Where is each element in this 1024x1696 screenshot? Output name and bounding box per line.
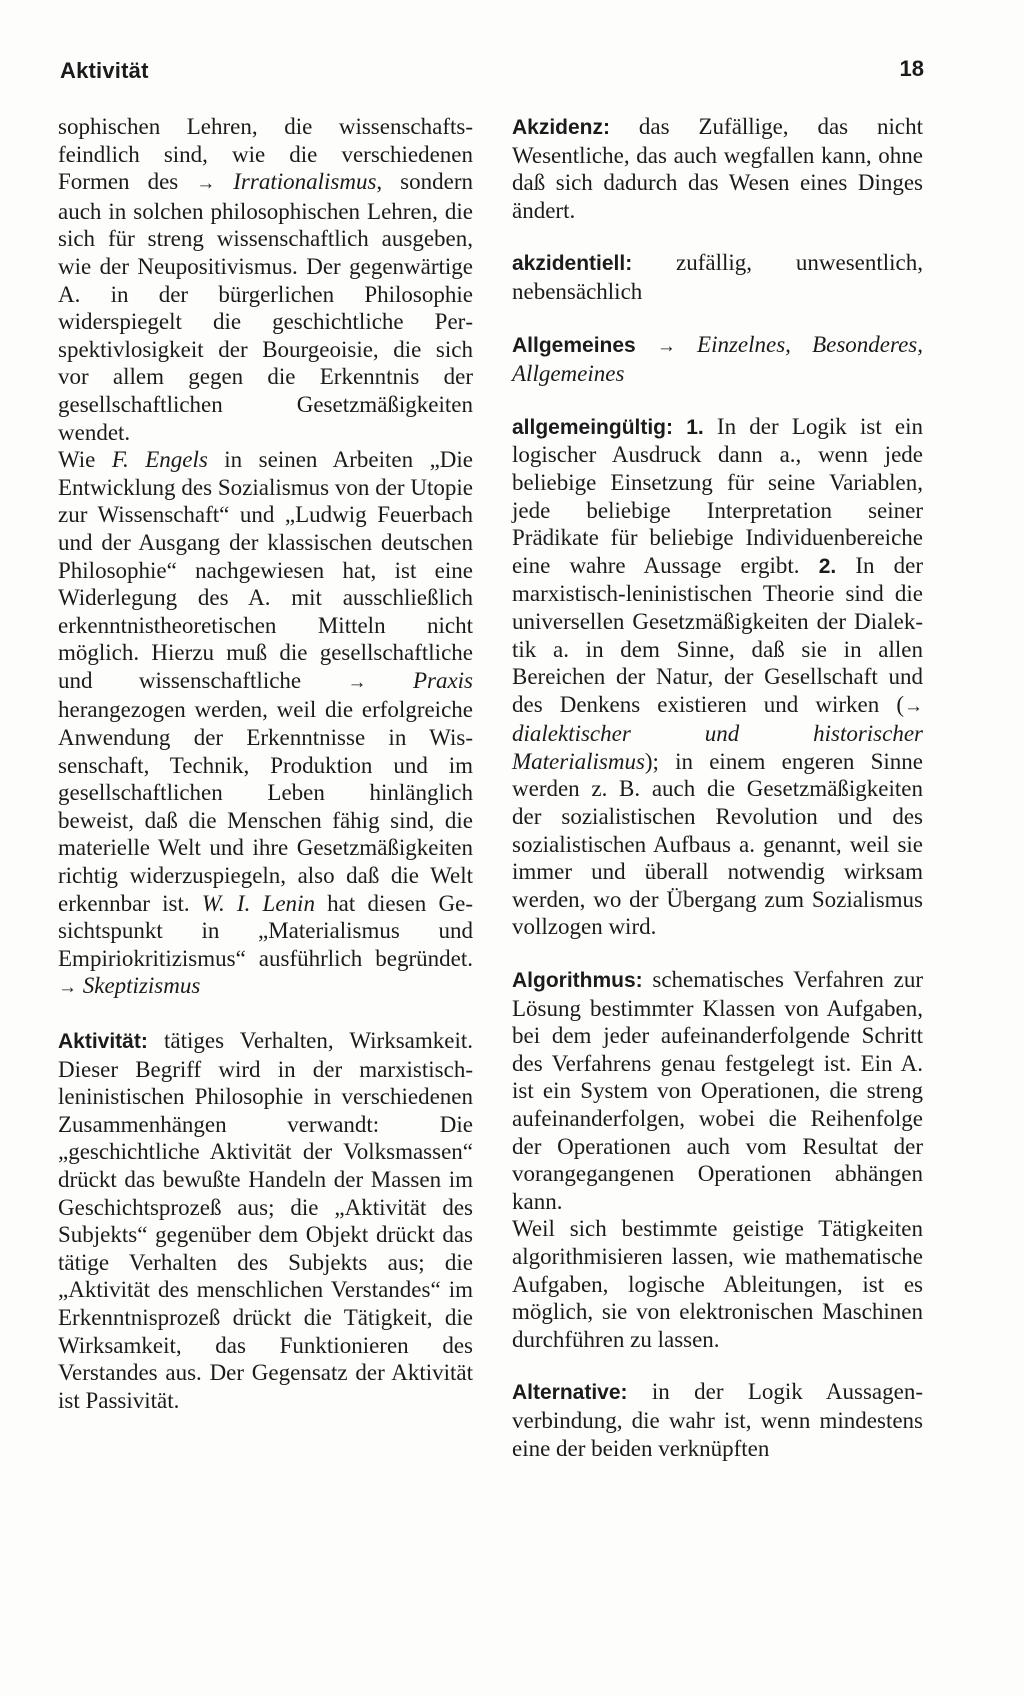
- paragraph-text: Wie: [58, 447, 112, 473]
- entry-akzidentiell: [512, 249, 923, 305]
- entry-term: Alternative:: [512, 1381, 628, 1405]
- paragraph-text: in seinen Arbeiten „Die Entwicklung des Sozialismus von der Utopie zur Wissenschaft“ und „Ludwig Feuerbach und der Ausgang der klassischen deutschen Philosophie“ nachgewiesen hat, ist eine Widerlegung des A. mit ausschließlich erkenntnistheoretischen Mitteln nicht möglich. Hierzu muß die gesellschaftliche und wissenschaftliche: [58, 447, 473, 693]
- entry-term: Allgemeines: [512, 333, 636, 357]
- entry-definition: in der Logik Aussagenverbindung, die wahr ist, wenn mindestens eine der beiden verknüpften: [512, 1379, 923, 1461]
- continuation-paragraph-engels: [58, 446, 473, 1002]
- cross-reference-arrow-icon: →: [58, 977, 77, 999]
- paragraph-text: herangezogen werden, weil die erfolgreiche Anwendung der Erkenntnisse in Wissenschaft, Technik, Produktion und im gesellschaftlichen Leben hinlänglich beweist, daß die Menschen fähig sind, die materielle Welt und ihre Gesetzmäßigkeiten richtig widerzuspiegeln, also daß die Welt erkennbar ist.: [58, 697, 473, 916]
- entry-term: Akzidenz:: [512, 116, 611, 139]
- entry-definition: zufällig, unwesentlich, nebensächlich: [512, 250, 923, 304]
- entry-term: Aktivität:: [58, 1030, 148, 1053]
- entry-definition: In der Logik ist ein logischer Ausdruck dann a., wenn jede beliebige Einsetzung für seine Variablen, jede beliebige Interpretation seiner Prädikate für beliebige Individuenbereiche eine wahre Aussage ergibt.: [512, 413, 924, 578]
- continuation-paragraph: [58, 113, 473, 446]
- paragraph-text: , sondern auch in solchen philosophischen Lehren, die sich für streng wissenschaftlich ausgeben, wie der Neupositivismus. Der gegenwärtige A. in der bürgerlichen Philosophie widerspiegelt die geschichtliche Perspektivlosigkeit der Bourgeoisie, die sich vor allem gegen die Erkenntnis der gesellschaftlichen Gesetzmäßigkeiten wendet.: [58, 169, 473, 445]
- running-head: Aktivität: [60, 58, 149, 83]
- entry-term: akzidentiell:: [512, 252, 633, 276]
- author-name-lenin: W. I. Lenin: [201, 890, 315, 916]
- entry-alternative: [512, 1378, 923, 1462]
- cross-reference-arrow-icon: →: [347, 671, 367, 693]
- entry-definition: In der marxistisch-leninistischen Theorie sind die universellen Gesetzmäßigkeiten der Dialektik a. in dem Sinne, daß sie in allen Bereichen der Natur, der Gesellschaft und des Denkens existieren und wirken (: [512, 552, 924, 717]
- entry-term: Algorithmus:: [512, 969, 643, 993]
- cross-reference-arrow-icon: →: [904, 695, 923, 717]
- entry-definition: ); in einem engeren Sinne werden z. B. auch die Gesetzmäßigkeiten der sozialistischen Revolution und des sozialistischen Aufbaus a. genannt, weil sie immer und überall notwendig wirksam werden, wo der Übergang zum Sozialismus vollzogen wird.: [512, 748, 923, 940]
- right-column: [512, 113, 923, 1487]
- sense-number: 2.: [818, 554, 837, 578]
- entry-term: allgemeingültig:: [512, 415, 674, 439]
- cross-reference-einzelnes[interactable]: Einzelnes, Besonderes, Allgemeines: [512, 331, 924, 387]
- cross-reference-arrow-icon: →: [656, 335, 676, 357]
- entry-definition: das Zufällige, das nicht Wesentliche, das auch wegfallen kann, ohne daß sich dadurch das Wesen eines Dinges ändert.: [512, 114, 923, 223]
- cross-reference-materialismus[interactable]: dialektischer und historischer Materialismus: [512, 721, 923, 774]
- entry-definition: tätiges Verhalten, Wirksamkeit. Dieser Begriff wird in der marxistisch-leninistischen Philosophie in verschiedenen Zusammenhängen verwandt: Die „geschichtliche Aktivität der Volksmassen“ drückt das bewußte Handeln der Massen im Geschichtsprozeß aus; die „Aktivität des Subjekts“ gegenüber dem Objekt drückt das tätige Verhalten des Subjekts aus; die „Aktivität des menschlichen Verstandes“ im Erkenntnisprozeß drückt die Tätigkeit, die Wirksamkeit, das Funktionieren des Verstandes aus. Der Gegensatz der Aktivität ist Passivität.: [58, 1028, 473, 1413]
- cross-reference-irrationalismus[interactable]: Irrationalismus: [233, 169, 377, 195]
- cross-reference-arrow-icon: →: [196, 173, 216, 195]
- paragraph-text: sophischen Lehren, die wissenschaftsfeindlich sind, wie die verschiedenen Formen des: [58, 114, 473, 195]
- cross-reference-praxis[interactable]: Praxis: [412, 667, 473, 693]
- entry-allgemeines: [512, 331, 923, 388]
- entry-akzidenz: [512, 113, 923, 224]
- paragraph-text: hat diesen Gesichtspunkt in „Materialismus und Empiriokritizismus“ ausführlich begründet.: [58, 890, 473, 971]
- author-name-engels: F. Engels: [111, 447, 208, 473]
- page-number: 18: [899, 56, 924, 81]
- entry-allgemeingueltig: [512, 413, 923, 941]
- entry-definition: schematisches Verfahren zur Lösung bestimmter Klassen von Aufgaben, bei dem jeder aufeinanderfolgende Schritt des Verfahrens genau festgelegt ist. Ein A. ist ein System von Operationen, die streng aufeinanderfolgen, wobei die Reihenfolge der Operationen auch vom Resultat der vorangegangenen Operationen abhängen kann.: [512, 967, 923, 1214]
- entry-definition: Weil sich bestimmte geistige Tätigkeiten algorithmisieren lassen, wie mathematische Aufgaben, logische Ableitungen, ist es möglich, sie von elektronischen Maschinen durchführen zu lassen.: [512, 1216, 923, 1352]
- cross-reference-skeptizismus[interactable]: Skeptizismus: [82, 973, 201, 999]
- entry-aktivitaet: [58, 1027, 473, 1414]
- sense-number: 1.: [686, 415, 704, 439]
- left-column: [58, 113, 473, 1439]
- entry-algorithmus: [512, 966, 923, 1215]
- entry-algorithmus-continued: [512, 1215, 923, 1353]
